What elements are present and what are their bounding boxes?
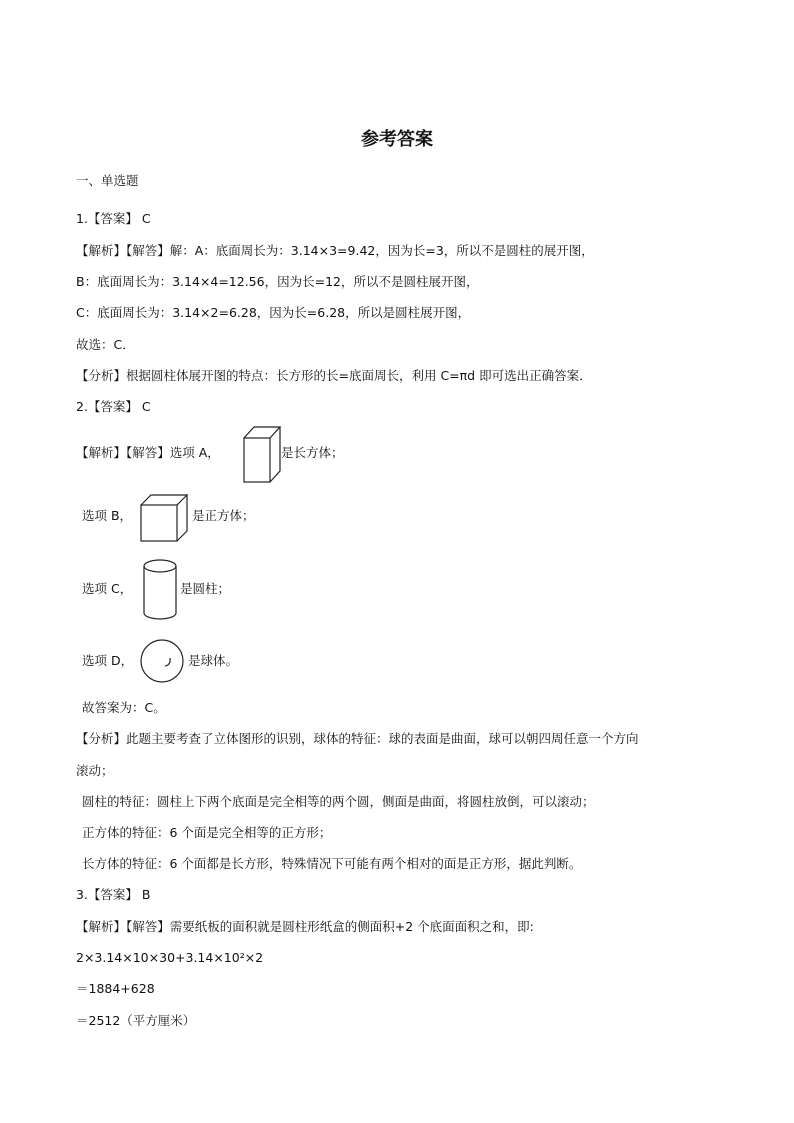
q2-option-d-label: 选项 D， [82, 653, 134, 668]
q2-option-b-label: 选项 B， [82, 508, 133, 523]
q3-equation-2: ＝1884+628 [76, 981, 155, 996]
q2-explanation-line-3: 圆柱的特征：圆柱上下两个底面是完全相等的两个圆，侧面是曲面，将圆柱放倒，可以滚动； [82, 794, 595, 809]
q1-answer: 1.【答案】 C [76, 211, 151, 226]
section-heading: 一、单选题 [76, 173, 139, 188]
q2-option-b-text: 是正方体； [192, 508, 255, 523]
q3-analysis: 【解析】【解答】需要纸板的面积就是圆柱形纸盒的侧面积+2 个底面面积之和，即: [76, 919, 534, 934]
q2-option-d-text: 是球体。 [188, 653, 239, 668]
q2-option-a-label: 【解析】【解答】选项 A， [76, 445, 220, 460]
q1-choice: 故选：C． [76, 337, 135, 352]
q2-option-c-label: 选项 C， [82, 581, 133, 596]
cylinder-icon [141, 558, 179, 622]
page-title: 参考答案 [361, 129, 433, 150]
q1-analysis-line-3: C：底面周长为：3.14×2=6.28，因为长=6.28，所以是圆柱展开图， [76, 305, 471, 320]
q2-explanation-line-4: 正方体的特征：6 个面是完全相等的正方形； [82, 825, 332, 840]
cuboid-icon [242, 424, 282, 484]
cube-icon [139, 493, 189, 543]
sphere-icon [139, 638, 185, 684]
q1-explanation: 【分析】根据圆柱体展开图的特点：长方形的长=底面周长，利用 C=πd 即可选出正确答案． [76, 368, 592, 383]
q1-analysis-line-1: 【解析】【解答】解：A：底面周长为：3.14×3=9.42，因为长=3，所以不是圆柱的展开图， [76, 243, 594, 258]
q2-explanation-line-2: 滚动； [76, 763, 114, 778]
q2-explanation-line-1: 【分析】此题主要考查了立体图形的识别，球体的特征：球的表面是曲面，球可以朝四周任意一个方向 [76, 731, 639, 746]
q2-option-c-text: 是圆柱； [180, 581, 231, 596]
q1-analysis-line-2: B：底面周长为：3.14×4=12.56，因为长=12，所以不是圆柱展开图， [76, 274, 479, 289]
q3-equation-3: ＝2512（平方厘米） [76, 1013, 196, 1028]
q3-answer: 3.【答案】 B [76, 887, 151, 902]
q2-final-answer: 故答案为：C。 [82, 700, 166, 715]
q3-equation-1: 2×3.14×10×30+3.14×10²×2 [76, 950, 264, 965]
q2-explanation-line-5: 长方体的特征：6 个面都是长方形，特殊情况下可能有两个相对的面是正方形，据此判断。 [82, 856, 582, 871]
q2-option-a-text: 是长方体； [281, 445, 344, 460]
q2-answer: 2.【答案】 C [76, 399, 151, 414]
